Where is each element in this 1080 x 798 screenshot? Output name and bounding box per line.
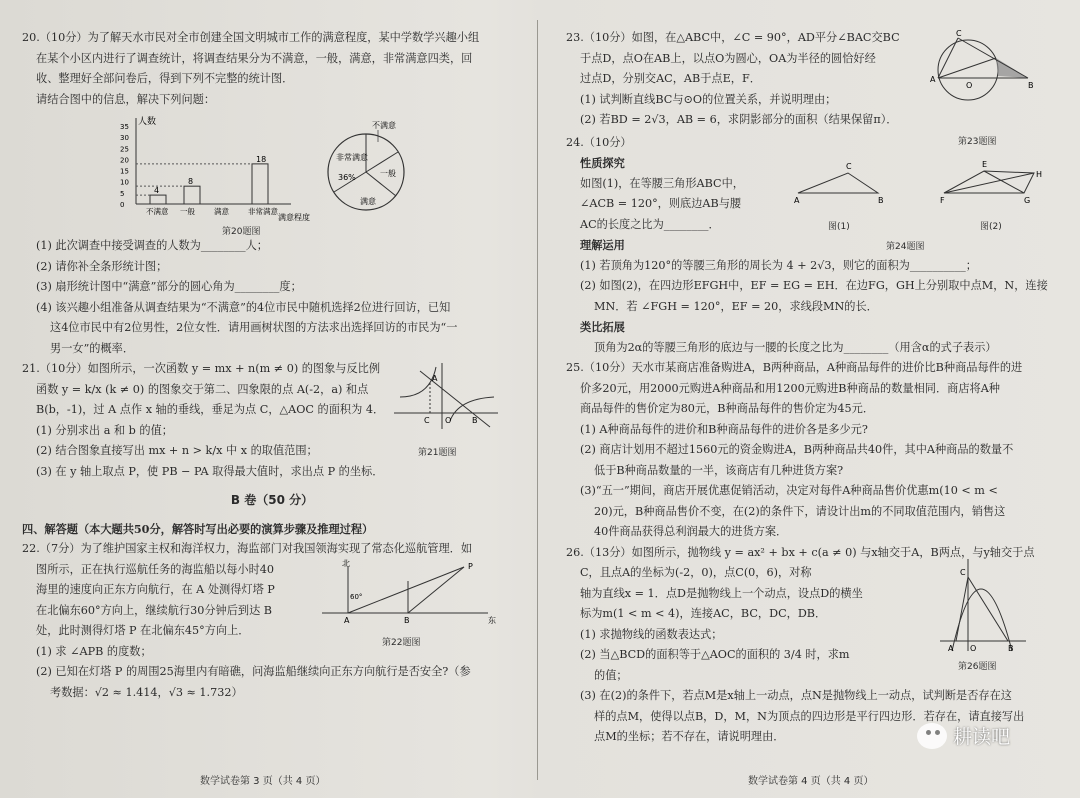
q26-figure: [938, 557, 1028, 653]
bar: [252, 164, 268, 204]
pie-label-bumanyi: 不满意: [372, 121, 396, 130]
q26-line: (3) 在(2)的条件下，若点M是x轴上一动点，点N是抛物线上一动点，试判断是否存在这: [580, 689, 1012, 702]
q22-line: 在北偏东60°方向上，继续航行30分钟后到达 B: [36, 603, 273, 617]
pie-label-yiban: 一般: [380, 169, 396, 178]
q21-figure-caption: 第21题图: [418, 448, 457, 458]
q25-line: 40件商品获得总利润最大的进货方案．: [594, 525, 788, 538]
question-26: [566, 543, 1042, 748]
q23-figure-caption: 第23题图: [958, 137, 997, 147]
category-label: 非常满意: [248, 207, 278, 216]
svg-text:C: C: [424, 416, 430, 425]
q26-line: (1) 求抛物线的函数表达式；: [580, 627, 723, 641]
svg-text:A: A: [344, 616, 350, 625]
y-tick-label: 10: [120, 178, 129, 187]
q24-line: (1) 若顶角为120°的等腰三角形的周长为 4 + 2√3，则它的面积为__________；: [580, 258, 977, 272]
question-25: [566, 358, 1042, 543]
y-tick-label: 20: [120, 156, 129, 165]
x-axis-label: 满意程度: [278, 213, 310, 222]
y-tick-label: 15: [120, 167, 129, 176]
svg-text:B: B: [404, 616, 410, 625]
q24-figure-caption: 第24题图: [886, 241, 925, 252]
q25-line: (1) A种商品每件的进价和B种商品每件的进价各是多少元?: [580, 422, 868, 436]
q20-line: 20.（10分）为了解天水市民对全市创建全国文明城市工作的满意程度，某中学数学兴趣小组: [22, 31, 480, 44]
q21-line: (3) 在 y 轴上取点 P，使 PB − PA 取得最大值时，求出点 P 的坐标．: [36, 464, 384, 478]
question-22: [22, 539, 522, 703]
svg-text:E: E: [982, 159, 988, 169]
svg-text:P: P: [468, 562, 473, 571]
y-tick-label: 0: [120, 201, 125, 209]
question-24: [566, 133, 1048, 359]
q22-line: (2) 已知在灯塔 P 的周围25海里内有暗礁，问海监船继续向正东方向航行是否安全?（参: [36, 665, 471, 678]
right-footer: 数学试卷第 4 页（共 4 页）: [748, 776, 874, 787]
q25-line: 商品每件的售价定为80元，B种商品每件的售价定为45元．: [580, 402, 875, 415]
q21-line: 函数 y = k/x (k ≠ 0) 的图象交于第二、四象限的点 A(-2，a) 和点: [36, 382, 369, 396]
svg-text:B: B: [878, 195, 884, 205]
q26-line: 的值；: [594, 668, 628, 682]
section-four-title: 四、解答题（本大题共50分，解答时写出必要的演算步骤及推理过程）: [22, 521, 374, 536]
q24-figures: [794, 153, 1054, 215]
svg-text:O: O: [445, 416, 452, 425]
q20-line: 请结合图中的信息，解决下列问题：: [36, 92, 216, 106]
page-divider: [537, 20, 538, 780]
q20-sub: 这4位市民中有2位男性，2位女性．请用画树状图的方法求出选择回访的市民为“一: [50, 321, 458, 334]
left-footer: 数学试卷第 3 页（共 4 页）: [200, 776, 326, 787]
bar: [150, 195, 166, 204]
q24-title-2: 理解运用: [580, 238, 625, 252]
q21-line: 21.（10分）如图所示，一次函数 y = mx + n(m ≠ 0) 的图象与反比例: [22, 362, 381, 375]
q25-line: 20)元，B种商品售价不变，在(2)的条件下，请设计出m的不同取值范围内，销售这: [594, 504, 1006, 518]
pie-percent-feichang: 36%: [338, 173, 356, 182]
q25-line: (2) 商店计划用不超过1560元的资金购进A，B两种商品共40件，其中A种商品的数量不: [580, 443, 1014, 456]
q24-fig1-label: 图(1): [828, 221, 850, 232]
q26-line: 轴为直线x = 1．点D是抛物线上一个动点，设点D的横坐: [580, 586, 863, 600]
q22-line: 考数据：√2 ≈ 1.414，√3 ≈ 1.732）: [50, 685, 243, 699]
q23-figure: [928, 28, 1038, 108]
watermark: [917, 722, 1010, 749]
svg-text:C: C: [960, 567, 966, 577]
q22-figure-caption: 第22题图: [382, 638, 421, 648]
q24-fig2-label: 图(2): [980, 221, 1002, 232]
q20-figure-area: [22, 110, 522, 236]
question-20: [22, 28, 522, 359]
section-b-title: B 卷（50 分）: [230, 493, 314, 507]
svg-text:A: A: [930, 75, 936, 84]
svg-text:G: G: [1024, 195, 1031, 205]
q26-figure-caption: 第26题图: [958, 661, 997, 672]
q25-line: (3)“五一”期间，商店开展优惠促销活动，决定对每件A种商品售价优惠m(10 < m <: [580, 484, 998, 497]
q20-bar-chart: [106, 112, 310, 224]
bar-value-label: 18: [256, 154, 267, 164]
question-21: [22, 359, 522, 482]
svg-text:C: C: [956, 29, 962, 38]
svg-text:F: F: [940, 195, 945, 205]
q20-sub: (3) 扇形统计图中“满意”部分的圆心角为________度；: [36, 280, 302, 293]
pie-label-feichang: 非常满意: [336, 153, 368, 162]
q20-figure-caption: 第20题图: [222, 227, 261, 237]
q26-line: (2) 当△BCD的面积等于△AOC的面积的 3/4 时，求m: [580, 648, 850, 661]
q20-line: 在某个小区内进行了调查统计，将调查结果分为不满意，一般，满意，非常满意四类，回: [36, 51, 473, 65]
q22-line: (1) 求 ∠APB 的度数；: [36, 644, 152, 658]
q20-sub: 男一女”的概率．: [50, 341, 135, 355]
pie-label-manyi: 满意: [360, 197, 376, 206]
q24-title-3: 类比拓展: [580, 320, 625, 334]
q23-line: 23.（10分）如图，在△ABC中，∠C = 90°，AD平分∠BAC交BC: [566, 31, 900, 44]
q24-line: 顶角为2α的等腰三角形的底边与一腰的长度之比为________（用含α的式子表示）: [594, 340, 997, 354]
q24-line: 如图(1)，在等腰三角形ABC中，: [580, 176, 744, 190]
svg-text:A: A: [794, 195, 800, 205]
q22-figure: [318, 561, 498, 623]
q25-line: 25.（10分）天水市某商店准备购进A，B两种商品，A种商品每件的进价比B种商品每件的进: [566, 361, 1023, 374]
bar: [184, 186, 200, 204]
q22-line: 图所示，正在执行巡航任务的海监船以每小时40: [36, 562, 274, 576]
q23-line: (2) 若BD = 2√3，AB = 6，求阴影部分的面积（结果保留π）．: [580, 113, 898, 126]
q21-line: (2) 结合图象直接写出 mx + n > k/x 中 x 的取值范围；: [36, 444, 318, 457]
svg-text:H: H: [1036, 169, 1043, 179]
q22-line: 处，此时测得灯塔 P 在北偏东45°方向上．: [36, 624, 250, 637]
category-label: 满意: [214, 207, 229, 216]
y-tick-label: 5: [120, 189, 125, 198]
svg-text:B: B: [1008, 643, 1014, 653]
q26-line: 样的点M，使得以点B，D，M，N为顶点的四边形是平行四边形．若存在，请直接写出: [594, 709, 1025, 723]
q21-figure: [390, 361, 500, 431]
q24-line: ∠ACB = 120°，则底边AB与腰: [580, 197, 742, 210]
bar-value-label: 4: [154, 186, 160, 196]
svg-text:60°: 60°: [350, 593, 363, 601]
svg-text:A: A: [948, 643, 954, 653]
left-page: [22, 28, 522, 703]
svg-text:A: A: [432, 374, 438, 383]
q24-line: MN．若 ∠FGH = 120°，EF = 20，求线段MN的长．: [594, 299, 878, 313]
q20-line: 收、整理好全部问卷后，得到下列不完整的统计图．: [36, 72, 294, 85]
q26-line: C，且点A的坐标为(-2，0)，点C(0，6)，对称: [580, 566, 812, 579]
q26-line: 26.（13分）如图所示，抛物线 y = ax² + bx + c(a ≠ 0) 与x轴交于A，B两点，与y轴交于点: [566, 545, 1035, 559]
q24-line: (2) 如图(2)，在四边形EFGH中，EF = EG = EH．在边FG，GH上分别取中点M，N，连接: [580, 279, 1048, 292]
q23-line: (1) 试判断直线BC与⊙O的位置关系，并说明理由；: [580, 92, 837, 106]
right-page: [566, 28, 1048, 748]
q26-line: 点M的坐标；若不存在，请说明理由．: [594, 730, 785, 743]
q20-sub: (4) 该兴趣小组准备从调查结果为“不满意”的4位市民中随机选择2位进行回访，已知: [36, 300, 451, 314]
category-label: 一般: [180, 207, 195, 216]
y-tick-label: 30: [120, 134, 129, 143]
q25-line: 低于B种商品数量的一半，该商店有几种进货方案?: [594, 463, 844, 477]
q21-line: (1) 分别求出 a 和 b 的值；: [36, 423, 173, 437]
q25-line: 价多20元，用2000元购进A种商品和用1200元购进B种商品的数量相同．商店将A种: [580, 381, 1000, 395]
category-label: 不满意: [146, 207, 169, 216]
q21-line: B(b，-1)，过 A 点作 x 轴的垂线，垂足为点 C，△AOC 的面积为 4．: [36, 403, 385, 416]
svg-text:B: B: [472, 416, 478, 425]
svg-text:B: B: [1028, 81, 1034, 90]
q23-line: 过点D，分别交AC，AB于点E，F．: [580, 72, 761, 85]
q23-line: 于点D，点O在AB上，以点O为圆心，OA为半径的圆恰好经: [580, 51, 876, 65]
q24-head: 24.（10分）: [566, 135, 632, 149]
q20-pie-chart: [314, 116, 424, 226]
q20-sub: (1) 此次调查中接受调查的人数为________人；: [36, 239, 268, 252]
svg-text:C: C: [846, 161, 852, 171]
watermark-text: 耕读吧: [953, 726, 1011, 748]
svg-text:东: 东: [488, 616, 496, 625]
q20-sub: (2) 请你补全条形统计图；: [36, 259, 168, 273]
y-tick-label: 25: [120, 145, 129, 154]
svg-text:O: O: [970, 643, 977, 653]
q24-title-1: 性质探究: [580, 156, 625, 170]
wechat-icon: [917, 723, 947, 749]
q22-line: 22.（7分）为了维护国家主权和海洋权力，海监部门对我国领海实现了常态化巡航管理．如: [22, 542, 473, 555]
q24-line: AC的长度之比为________．: [580, 217, 720, 231]
y-axis-label: 人数: [138, 117, 157, 127]
q22-line: 海里的速度向正东方向航行，在 A 处测得灯塔 P: [36, 583, 275, 596]
bar-value-label: 8: [188, 177, 194, 187]
y-tick-label: 35: [120, 123, 129, 131]
q26-line: 标为m(1 < m < 4)，连接AC，BC，DC，DB．: [580, 607, 827, 620]
svg-text:北: 北: [342, 559, 350, 568]
svg-text:O: O: [966, 81, 973, 90]
